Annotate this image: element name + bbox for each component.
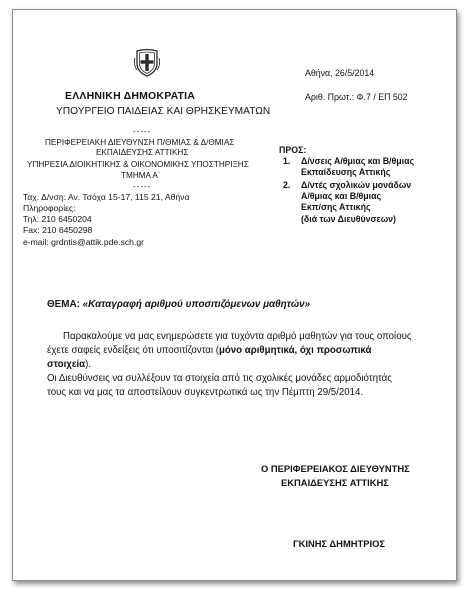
body-paragraph-1-line-2: έχετε σαφείς ενδείξεις ότι υποσιτίζονται (μόνο αριθμητικά, όχι προσωπικά xyxy=(47,345,372,356)
recipient-line: Δ/ντές σχολικών μονάδων xyxy=(301,180,412,190)
fax: Fax: 210 6450298 xyxy=(23,225,93,235)
subject-text: «Καταγραφή αριθμού υποσιτιζόμενων μαθητών» xyxy=(82,299,311,310)
body-paragraph-2-line-1: Οι Διευθύνσεις να συλλέξουν τα στοιχεία από τις σχολικές μονάδες αρμοδιότητάς xyxy=(47,373,392,384)
directorate-line-1: ΠΕΡΙΦΕΡΕΙΑΚΗ ΔΙΕΥΘΥΝΣΗ Π/ΘΜΙΑΣ & Δ/ΘΜΙΑΣ xyxy=(45,138,235,147)
document-page xyxy=(12,9,457,581)
signatory-title-line-2: ΕΚΠΑΙΔΕΥΣΗΣ ΑΤΤΙΚΗΣ xyxy=(281,477,389,488)
signatory-title-line-1: Ο ΠΕΡΙΦΕΡΕΙΑΚΟΣ ΔΙΕΥΘΥΝΤΗΣ xyxy=(261,463,410,474)
info-label: Πληροφορίες: xyxy=(23,203,76,213)
recipient-number: 1. xyxy=(283,156,291,166)
email: e-mail: grdntis@attik.pde.sch.gr xyxy=(23,237,144,247)
recipient-line: Α/θμιας και Β/θμιας xyxy=(301,191,382,201)
greek-coat-of-arms-icon xyxy=(133,48,161,78)
recipients-label: ΠΡΟΣ: xyxy=(279,145,307,155)
republic-heading: ΕΛΛΗΝΙΚΗ ΔΗΜΟΚΡΑΤΙΑ xyxy=(65,90,196,102)
address: Ταχ. Δ/νση: Αν. Τσόχα 15-17, 115 21, Αθήνα xyxy=(23,192,190,202)
phone: Τηλ: 210 6450204 xyxy=(23,214,92,224)
recipient-line: Εκπ/σης Αττικής xyxy=(301,202,371,212)
directorate-line-2: ΕΚΠΑΙΔΕΥΣΗΣ ΑΤΤΙΚΗΣ xyxy=(96,148,189,157)
signatory-name: ΓΚΙΝΗΣ ΔΗΜΗΤΡΙΟΣ xyxy=(293,538,386,549)
ministry-heading: ΥΠΟΥΡΓΕΙΟ ΠΑΙΔΕΙΑΣ ΚΑΙ ΘΡΗΣΚΕΥΜΑΤΩΝ xyxy=(56,106,271,117)
recipient-line: Εκπαίδευσης Αττικής xyxy=(301,167,391,177)
body-paragraph-1-line-3: στοιχεία). xyxy=(47,359,92,370)
place-date: Αθήνα, 26/5/2014 xyxy=(305,68,375,78)
body-paragraph-1-line-1: Παρακαλούμε να μας ενημερώσετε για τυχόντα αριθμό μαθητών για τους οποίους xyxy=(63,331,412,342)
separator: ----- xyxy=(133,182,152,191)
separator: ----- xyxy=(133,127,152,136)
subject-label: ΘΕΜΑ: xyxy=(47,299,80,310)
department-name: ΤΜΗΜΑ Α΄ xyxy=(121,171,161,180)
protocol-number: Αριθ. Πρωτ.: Φ.7 / ΕΠ 502 xyxy=(305,92,408,102)
service-name: ΥΠΗΡΕΣΙΑ ΔΙΟΙΚΗΤΙΚΗΣ & ΟΙΚΟΝΟΜΙΚΗΣ ΥΠΟΣΤΗΡΙΞΗΣ xyxy=(27,160,249,169)
subject-line xyxy=(47,299,310,310)
recipient-line: Δ/νσεις Α/θμιας και Β/θμιας xyxy=(301,156,415,166)
recipient-number: 2. xyxy=(283,180,291,190)
body-paragraph-2-line-2: τους και να μας τα αποστείλουν συγκεντρωτικά ως την Πέμπτη 29/5/2014. xyxy=(47,387,364,398)
recipients-note: (διά των Διευθύνσεων) xyxy=(301,214,396,224)
